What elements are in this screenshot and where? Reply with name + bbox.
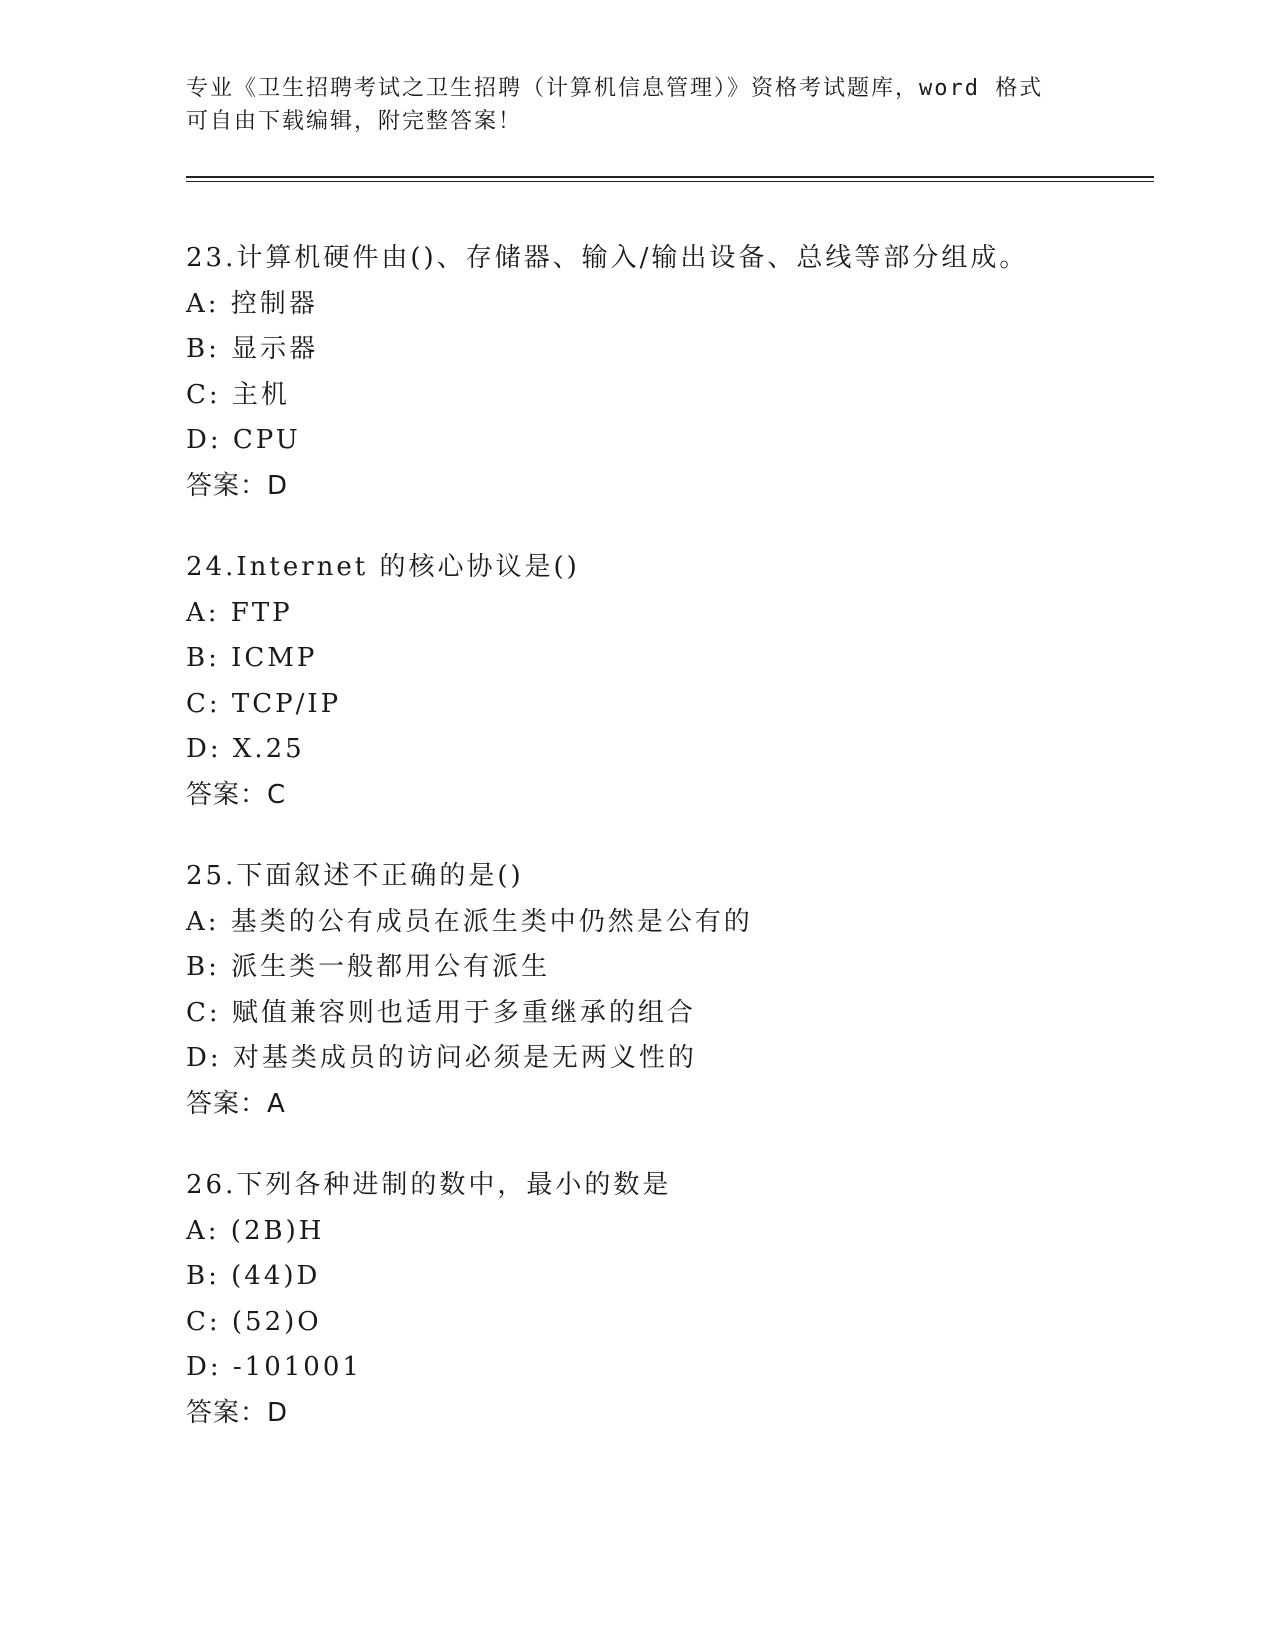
option-d: D: 对基类成员的访问必须是无两义性的 [186,1043,697,1073]
option-b: B: 显示器 [186,334,319,364]
question-24 [186,545,1146,818]
question-list [186,236,1146,1472]
header-line-1: 专业《卫生招聘考试之卫生招聘（计算机信息管理）》资格考试题库，word 格式 [186,76,1044,101]
question-stem: 26.下列各种进制的数中，最小的数是 [186,1170,672,1200]
question-26 [186,1163,1146,1436]
answer-line: 答案：A [186,1088,286,1119]
option-d: D: CPU [186,425,301,455]
option-c: C: 主机 [186,379,290,410]
header-divider-thin [186,181,1154,182]
question-23 [186,236,1146,509]
answer-line: 答案：C [186,779,287,810]
option-a: A: (2B)H [186,1215,325,1246]
question-stem: 23.计算机硬件由()、存储器、输入/输出设备、总线等部分组成。 [186,243,1029,273]
document-header [186,72,1086,138]
header-line-2: 可自由下载编辑，附完整答案！ [186,109,523,134]
option-a: A: 基类的公有成员在派生类中仍然是公有的 [186,906,753,937]
question-25 [186,854,1146,1127]
option-a: A: FTP [186,597,293,628]
option-c: C: TCP/IP [186,688,342,719]
option-b: B: ICMP [186,643,318,673]
answer-line: 答案：D [186,1397,289,1428]
header-divider-thick [186,176,1154,178]
option-b: B: 派生类一般都用公有派生 [186,952,551,982]
option-c: C: (52)O [186,1306,322,1337]
question-stem: 24.Internet 的核心协议是() [186,552,580,582]
option-d: D: -101001 [186,1352,362,1382]
option-d: D: X.25 [186,734,305,764]
answer-line: 答案：D [186,470,289,501]
option-b: B: (44)D [186,1261,321,1291]
question-stem: 25.下面叙述不正确的是() [186,861,524,891]
option-c: C: 赋值兼容则也适用于多重继承的组合 [186,997,696,1028]
option-a: A: 控制器 [186,288,318,319]
